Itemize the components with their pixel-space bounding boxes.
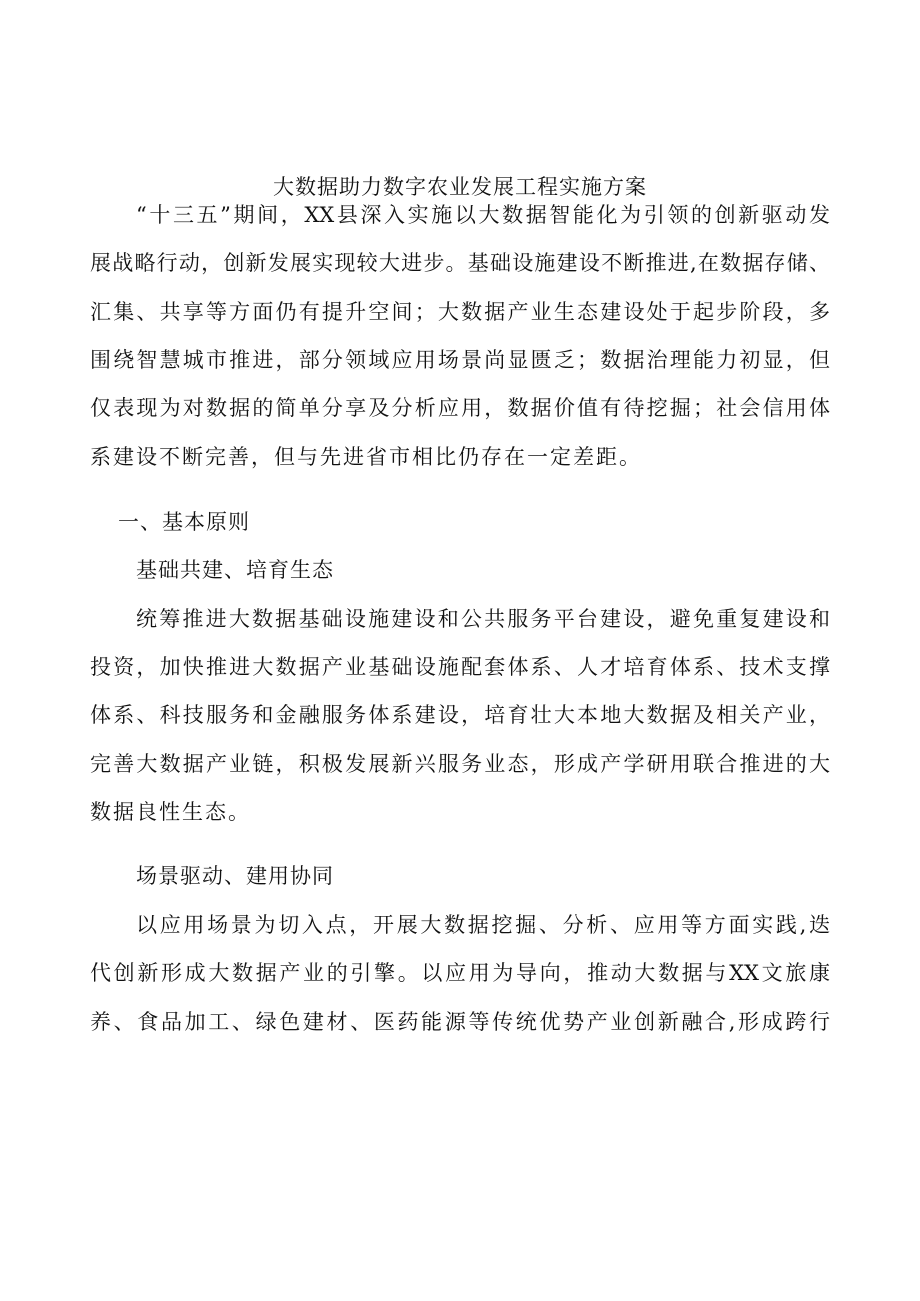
sub1-line-2: 投资，加快推进大数据产业基础设施配套体系、人才培育体系、技术支撑 — [90, 655, 830, 679]
subsection-heading-scenario-driven: 场景驱动、建用协同 — [136, 864, 334, 888]
document-title: 大数据助力数字农业发展工程实施方案 — [273, 175, 647, 199]
sub2-line-1: 以应用场景为切入点，开展大数据挖掘、分析、应用等方面实践,迭 — [136, 913, 830, 937]
sub2-line-3: 养、食品加工、绿色建材、医药能源等传统优势产业创新融合,形成跨行 — [90, 1010, 830, 1034]
sub1-line-1: 统筹推进大数据基础设施建设和公共服务平台建设，避免重复建设和 — [136, 607, 830, 631]
sub1-line-5: 数据良性生态。 — [90, 800, 251, 824]
intro-line-3: 汇集、共享等方面仍有提升空间；大数据产业生态建设处于起步阶段，多 — [90, 300, 830, 324]
sub2-line-2: 代创新形成大数据产业的引擎。以应用为导向，推动大数据与XX文旅康 — [90, 961, 830, 985]
intro-line-1: “十三五”期间，XX县深入实施以大数据智能化为引领的创新驱动发 — [136, 203, 830, 227]
intro-line-6: 系建设不断完善，但与先进省市相比仍存在一定差距。 — [90, 445, 642, 469]
intro-line-4: 围绕智慧城市推进，部分领域应用场景尚显匮乏；数据治理能力初显，但 — [90, 348, 830, 372]
intro-line-5: 仅表现为对数据的简单分享及分析应用，数据价值有待挖掘；社会信用体 — [90, 396, 830, 420]
subsection-heading-infrastructure: 基础共建、培育生态 — [136, 558, 334, 582]
sub1-line-4: 完善大数据产业链，积极发展新兴服务业态，形成产学研用联合推进的大 — [90, 752, 830, 776]
intro-line-2: 展战略行动，创新发展实现较大进步。基础设施建设不断推进,在数据存储、 — [90, 251, 830, 275]
section-heading-basic-principles: 一、基本原则 — [118, 510, 250, 534]
sub1-line-3: 体系、科技服务和金融服务体系建设，培育壮大本地大数据及相关产业， — [90, 703, 830, 727]
